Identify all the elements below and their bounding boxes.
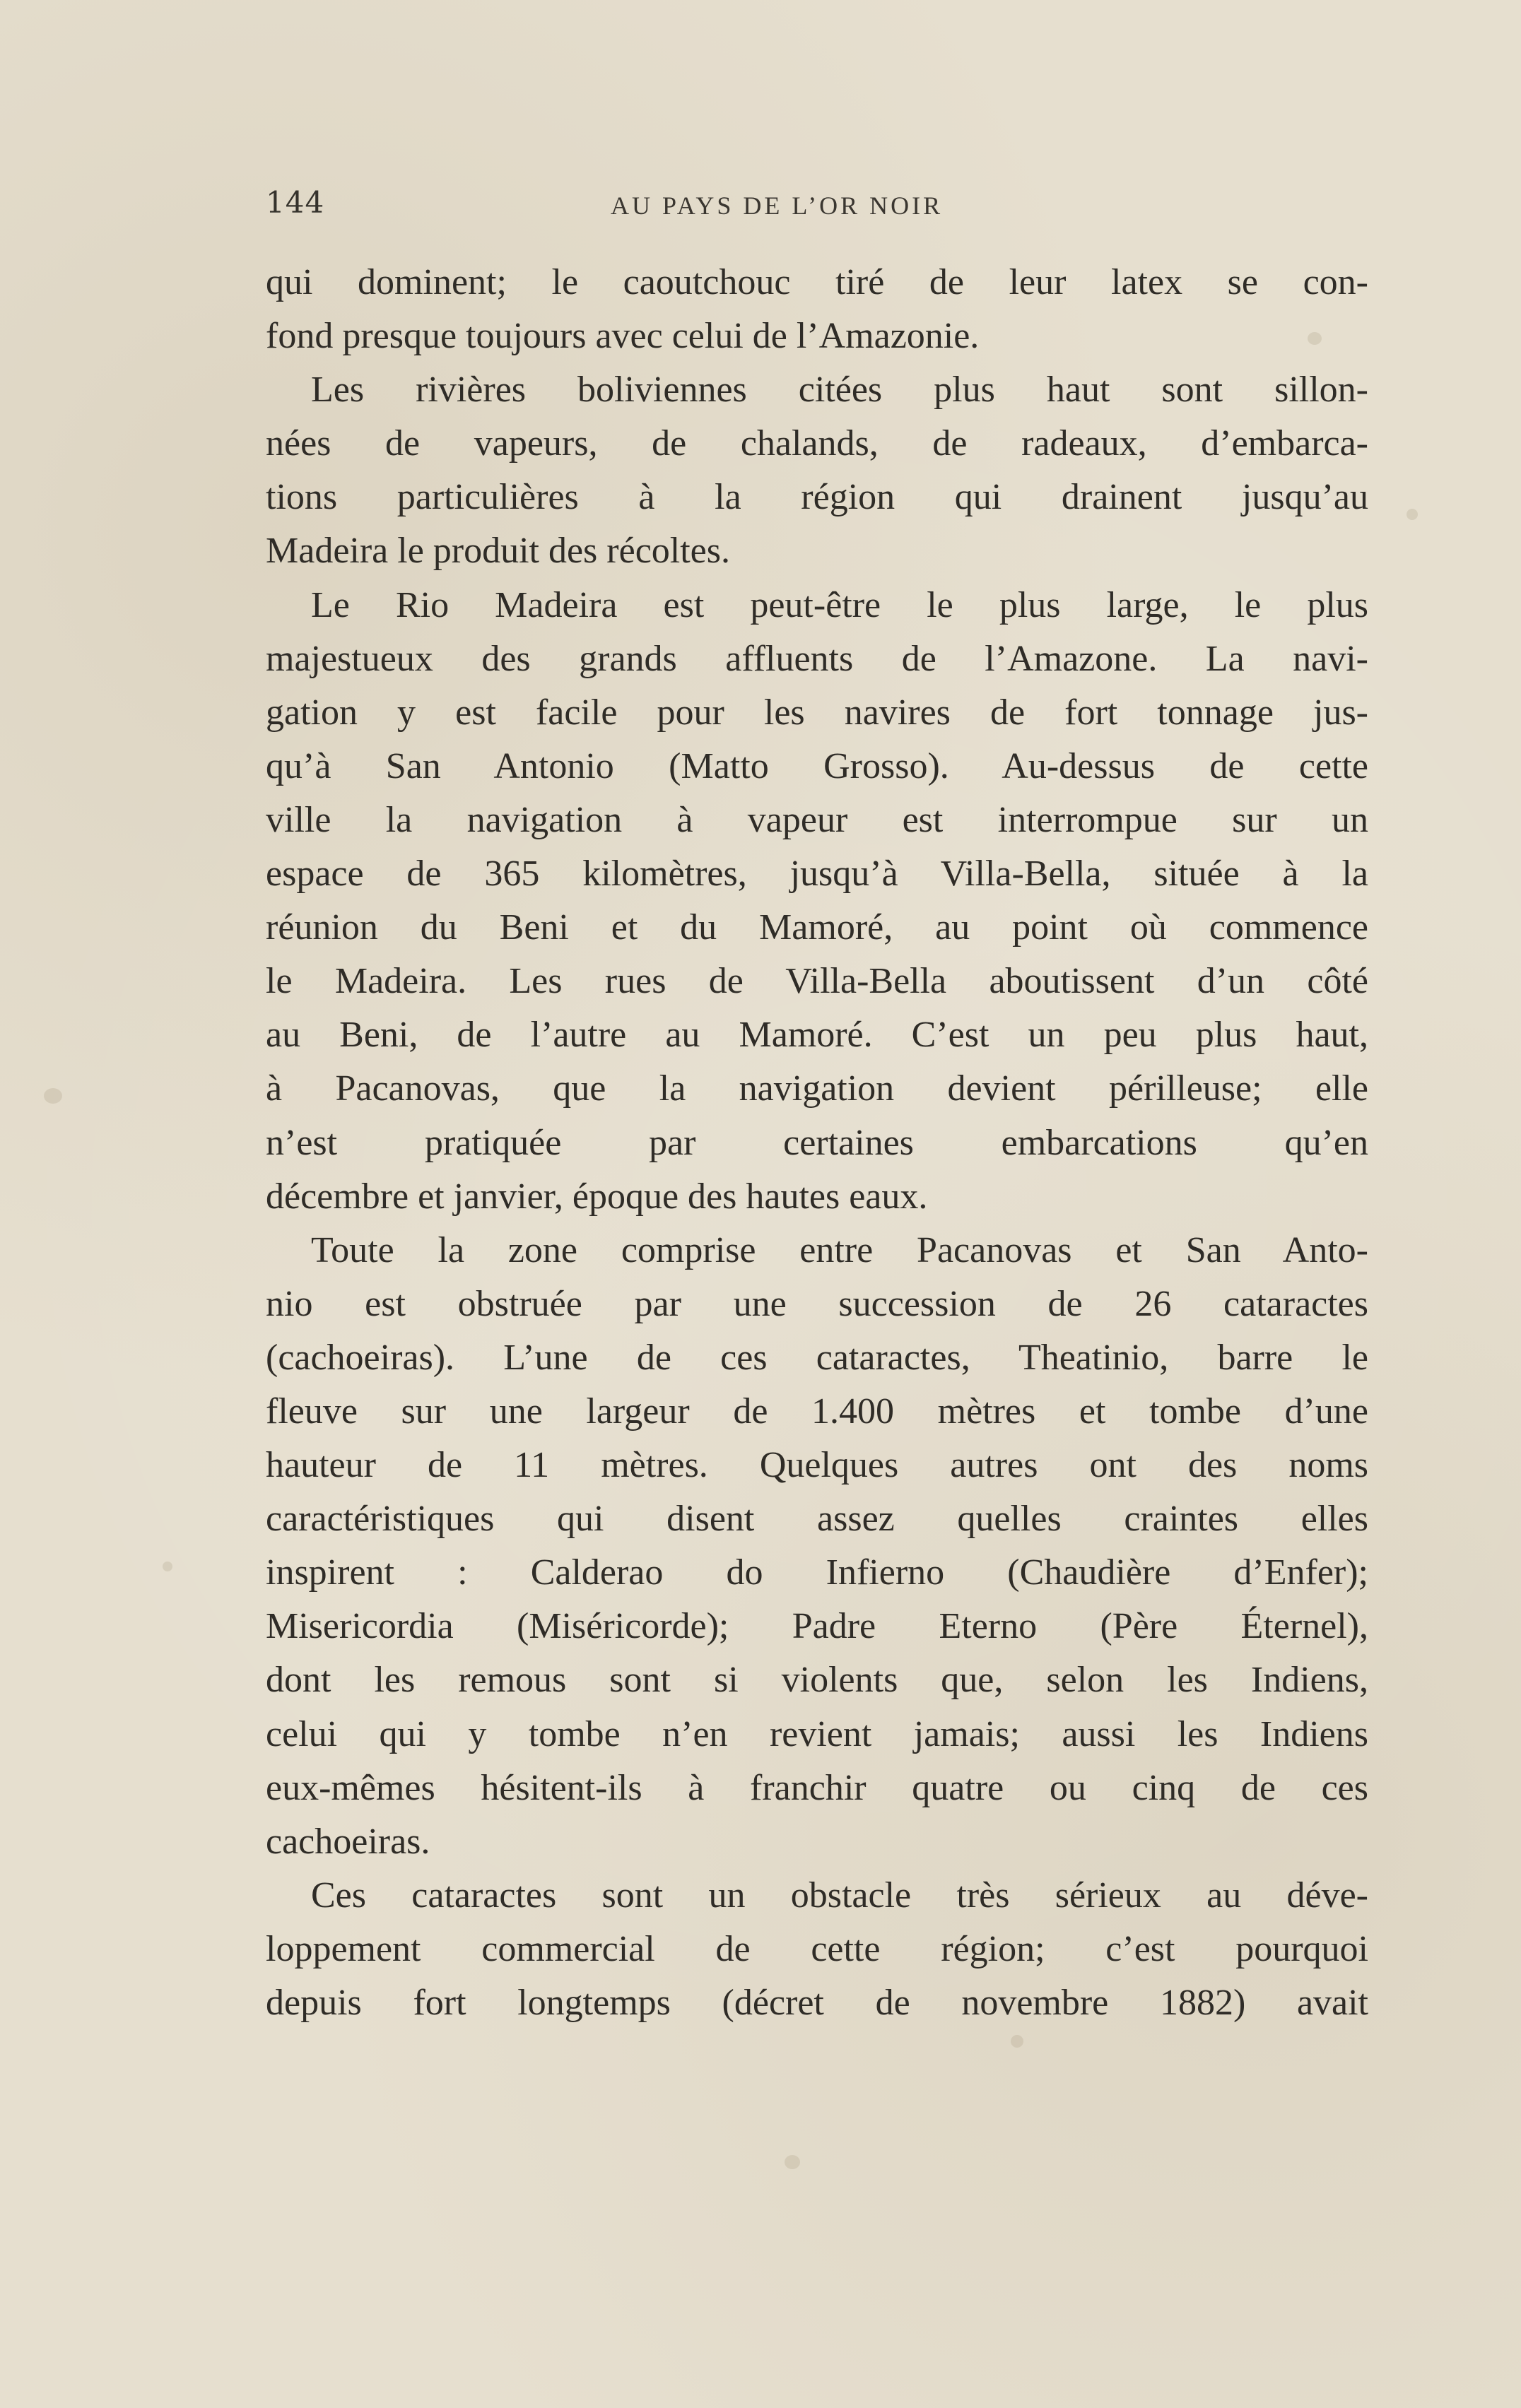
text-line: Les rivières boliviennes citées plus haut sont sillon- (311, 370, 1368, 411)
text-line: hauteur de 11 mètres. Quelques autres ont des noms (266, 1445, 1368, 1486)
text-line: au Beni, de l’autre au Mamoré. C’est un peu plus haut, (266, 1015, 1368, 1056)
text-line: celui qui y tombe n’en revient jamais; aussi les Indiens (266, 1713, 1368, 1754)
paper-stain (785, 2155, 800, 2169)
text-line: cachoeiras. (266, 1821, 430, 1862)
text-line: le Madeira. Les rues de Villa-Bella aboutissent d’un côté (266, 961, 1368, 1002)
text-line: réunion du Beni et du Mamoré, au point où commence (266, 907, 1368, 948)
text-line: eux-mêmes hésitent-ils à franchir quatre ou cinq de ces (266, 1767, 1368, 1808)
text-line: décembre et janvier, époque des hautes eaux. (266, 1176, 928, 1217)
text-line: tions particulières à la région qui drainent jusqu’au (266, 477, 1368, 518)
paper-stain (1407, 509, 1418, 520)
text-line: qui dominent; le caoutchouc tiré de leur latex se con- (266, 262, 1368, 302)
text-line: loppement commercial de cette région; c’est pourquoi (266, 1928, 1368, 1969)
text-line: ville la navigation à vapeur est interrompue sur un (266, 799, 1368, 840)
text-line: (cachoeiras). L’une de ces cataractes, Theatinio, barre le (266, 1337, 1368, 1378)
text-line: depuis fort longtemps (décret de novembre 1882) avait (266, 1983, 1368, 2023)
body-text (266, 256, 1368, 2030)
text-line: fond presque toujours avec celui de l’Amazonie. (266, 316, 980, 357)
text-line: fleuve sur une largeur de 1.400 mètres et tombe d’une (266, 1391, 1368, 1432)
paper-stain (44, 1088, 62, 1104)
text-line: Toute la zone comprise entre Pacanovas et San Anto- (311, 1229, 1368, 1270)
text-line: à Pacanovas, que la navigation devient périlleuse; elle (266, 1068, 1368, 1109)
paper-stain (1011, 2035, 1023, 2048)
text-line: inspirent : Calderao do Infierno (Chaudière d’Enfer); (266, 1552, 1368, 1593)
page-header (266, 185, 1368, 230)
text-line: nées de vapeurs, de chalands, de radeaux, d’embarca- (266, 423, 1368, 464)
text-line: n’est pratiquée par certaines embarcations qu’en (266, 1122, 1368, 1163)
text-line: majestueux des grands affluents de l’Amazone. La navi- (266, 638, 1368, 679)
running-title: AU PAYS DE L’OR NOIR (611, 191, 944, 220)
text-line: caractéristiques qui disent assez quelles craintes elles (266, 1499, 1368, 1540)
page-number: 144 (266, 185, 325, 220)
text-line: Le Rio Madeira est peut-être le plus large, le plus (311, 584, 1368, 625)
paper-stain (163, 1562, 172, 1571)
text-line: qu’à San Antonio (Matto Grosso). Au-dessus de cette (266, 745, 1368, 786)
text-line: nio est obstruée par une succession de 26 cataractes (266, 1283, 1368, 1324)
text-line: espace de 365 kilomètres, jusqu’à Villa-Bella, située à la (266, 854, 1368, 895)
text-line: gation y est facile pour les navires de fort tonnage jus- (266, 692, 1368, 733)
text-line: Ces cataractes sont un obstacle très sérieux au déve- (311, 1875, 1368, 1916)
text-line: dont les remous sont si violents que, selon les Indiens, (266, 1660, 1368, 1701)
text-line: Misericordia (Miséricorde); Padre Eterno (Père Éternel), (266, 1606, 1368, 1647)
text-line: Madeira le produit des récoltes. (266, 531, 730, 572)
